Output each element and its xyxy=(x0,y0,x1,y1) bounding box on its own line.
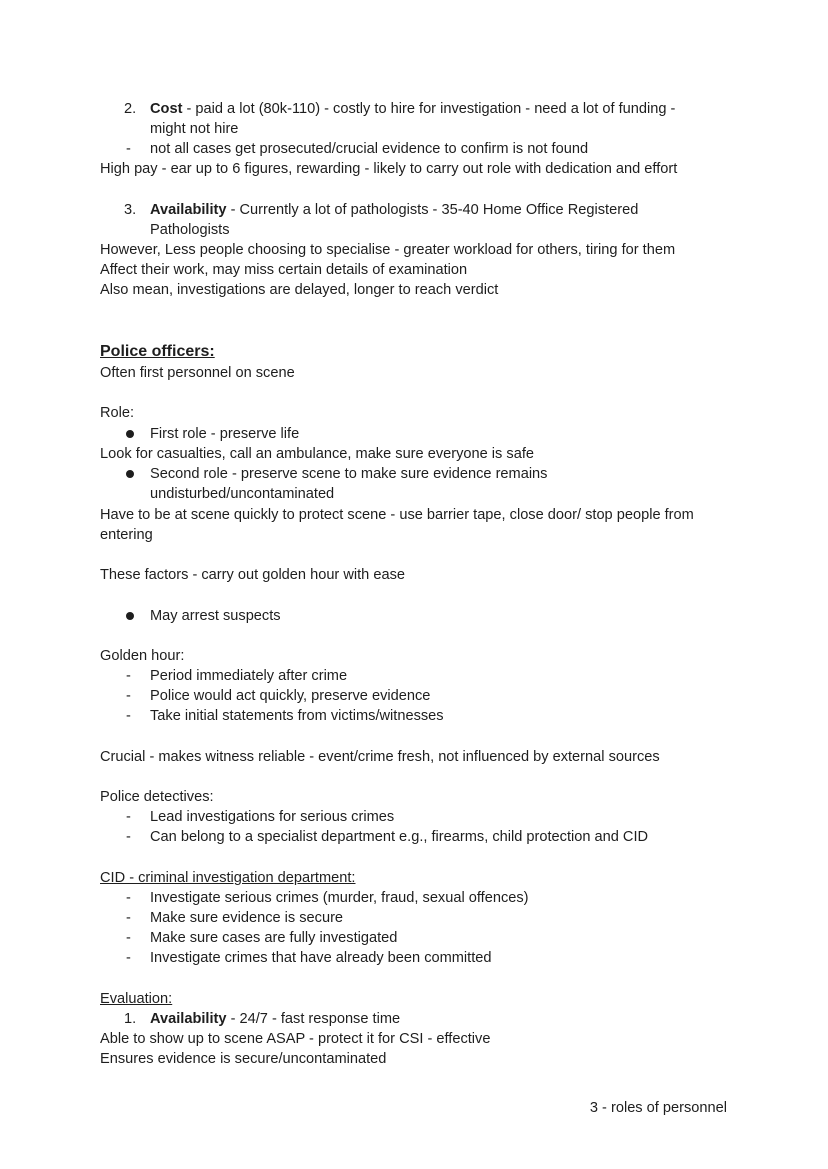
role-2-note-line-1: Have to be at scene quickly to protect scene - use barrier tape, close door/ stop people from xyxy=(100,507,694,523)
factors-text: These factors - carry out golden hour with ease xyxy=(100,567,406,583)
role-1-note: Look for casualties, call an ambulance, make sure everyone is safe xyxy=(100,446,534,462)
dash-marker: - xyxy=(126,930,131,946)
availability-para-2: Affect their work, may miss certain details of examination xyxy=(100,262,468,278)
arrest-text: May arrest suspects xyxy=(150,608,281,624)
list-item: Investigate crimes that have already been committed xyxy=(150,950,492,966)
bullet-icon xyxy=(126,430,134,438)
availability-line xyxy=(150,200,638,220)
role-label: Role: xyxy=(100,405,135,421)
police-heading: Police officers: xyxy=(100,343,215,360)
evaluation-label: Evaluation: xyxy=(100,991,173,1007)
golden-hour-label: Golden hour: xyxy=(100,648,185,664)
availability-line-2: Pathologists xyxy=(150,222,230,238)
evaluation-para-2: Ensures evidence is secure/uncontaminated xyxy=(100,1051,387,1067)
list-number: 3. xyxy=(124,202,137,218)
high-pay-text: High pay - ear up to 6 figures, rewarding - likely to carry out role with dedication and effort xyxy=(100,161,678,177)
detectives-label: Police detectives: xyxy=(100,789,214,805)
availability-title: Availability xyxy=(150,202,227,218)
role-1: First role - preserve life xyxy=(150,426,300,442)
dash-marker: - xyxy=(126,688,131,704)
evaluation-line xyxy=(150,1009,400,1029)
cost-line-2: might not hire xyxy=(150,121,239,137)
dash-marker: - xyxy=(126,708,131,724)
dash-marker: - xyxy=(126,141,131,157)
list-item: Period immediately after crime xyxy=(150,668,348,684)
list-item: Police would act quickly, preserve evidence xyxy=(150,688,431,704)
list-item: Make sure evidence is secure xyxy=(150,910,344,926)
list-item: Lead investigations for serious crimes xyxy=(150,809,395,825)
dash-marker: - xyxy=(126,910,131,926)
list-item: Can belong to a specialist department e.g., firearms, child protection and CID xyxy=(150,829,649,845)
evaluation-para-1: Able to show up to scene ASAP - protect it for CSI - effective xyxy=(100,1031,491,1047)
police-intro: Often first personnel on scene xyxy=(100,365,295,381)
cost-text: - paid a lot (80k-110) - costly to hire for investigation - need a lot of funding - xyxy=(182,101,676,117)
availability-para-1: However, Less people choosing to specialise - greater workload for others, tiring for them xyxy=(100,242,676,258)
evaluation-text: - 24/7 - fast response time xyxy=(226,1011,401,1027)
evaluation-title: Availability xyxy=(150,1011,227,1027)
cid-label: CID - criminal investigation department: xyxy=(100,870,356,886)
bullet-icon xyxy=(126,470,134,478)
cost-title: Cost xyxy=(150,101,183,117)
dash-marker: - xyxy=(126,829,131,845)
list-item: Make sure cases are fully investigated xyxy=(150,930,398,946)
dash-marker: - xyxy=(126,890,131,906)
cost-line xyxy=(150,99,675,119)
availability-para-3: Also mean, investigations are delayed, longer to reach verdict xyxy=(100,282,499,298)
list-item: Take initial statements from victims/witnesses xyxy=(150,708,444,724)
dash-marker: - xyxy=(126,950,131,966)
cost-dash-item: not all cases get prosecuted/crucial evidence to confirm is not found xyxy=(150,141,589,157)
role-2-line-1: Second role - preserve scene to make sure evidence remains xyxy=(150,466,548,482)
list-item: Investigate serious crimes (murder, fraud, sexual offences) xyxy=(150,890,529,906)
dash-marker: - xyxy=(126,668,131,684)
page-footer: 3 - roles of personnel xyxy=(589,1100,727,1116)
crucial-text: Crucial - makes witness reliable - event/crime fresh, not influenced by external sources xyxy=(100,749,660,765)
bullet-icon xyxy=(126,612,134,620)
role-2-line-2: undisturbed/uncontaminated xyxy=(150,486,335,502)
dash-marker: - xyxy=(126,809,131,825)
availability-text: - Currently a lot of pathologists - 35-40 Home Office Registered xyxy=(226,202,639,218)
list-number: 2. xyxy=(124,101,137,117)
role-2-note-line-2: entering xyxy=(100,527,153,543)
list-number: 1. xyxy=(124,1011,137,1027)
